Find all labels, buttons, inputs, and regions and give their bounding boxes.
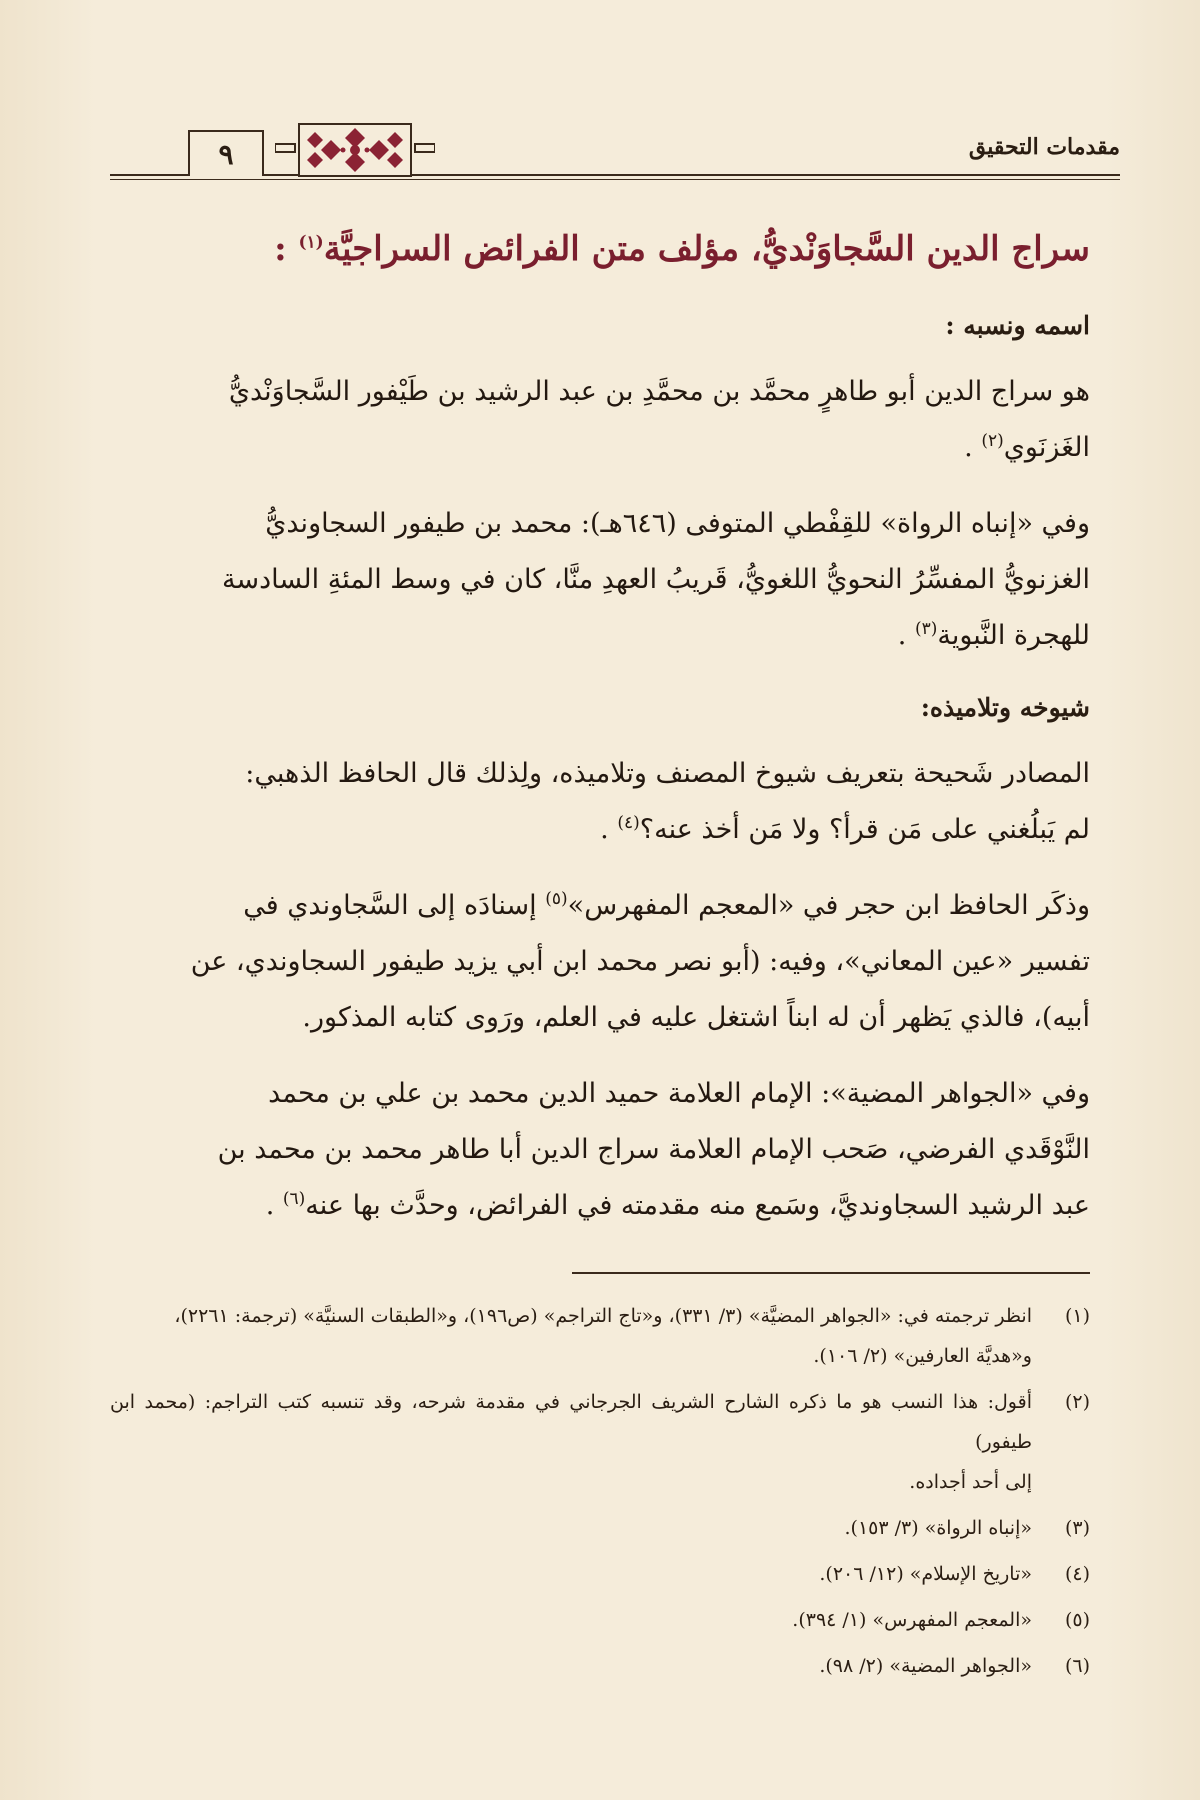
subheading-teachers: شيوخه وتلاميذه: [920,693,1090,722]
footnote-line: «تاريخ الإسلام» (١٢/ ٢٠٦). [819,1563,1032,1585]
footnote-line: انظر ترجمته في: «الجواهر المضيَّة» (٣/ ٣٣١)، و«تاج التراجم» (ص١٩٦)، و«الطبقات السنيَّة» (ترجمة: ٢٢٦١)، [174,1305,1032,1327]
paragraph-jawahir [110,1066,1090,1234]
footnote-line: إلى أحد أجداده. [909,1471,1032,1493]
footnote-text [110,1646,1032,1686]
footnote-line: «المعجم المفهرس» (١/ ٣٩٤). [792,1609,1032,1631]
footnote-ref: (٣) [914,619,938,639]
header-ornament-icon [275,120,435,180]
footnote-ref: (٢) [981,431,1004,451]
text-line: الغَزنَوي$^{(٢)}$ . [964,431,1090,463]
footnote-number: (٢) [1064,1391,1090,1413]
text-line: لم يَبلُغني على مَن قرأ؟ ولا مَن أخذ عنه؟$^{(٤)}$ . [600,813,1090,845]
running-title: مقدمات التحقيق [968,134,1120,160]
paragraph-ibn-hajar [110,878,1090,1046]
text-line: المصادر شَحيحة بتعريف شيوخ المصنف وتلاميذه، ولِذلك قال الحافظ الذهبي: [245,758,1090,789]
text-line: وفي «إنباه الرواة» للقِفْطي المتوفى (٦٤٦هـ): محمد بن طيفور السجاونديُّ [265,508,1090,539]
paragraph-teachers [110,746,1090,858]
footnote-number: (٤) [1064,1563,1090,1585]
subheading-name-lineage: اسمه ونسبه : [945,311,1090,340]
footnote-ref: (٤) [617,813,640,833]
page-number: ٩ [188,130,264,176]
footnote [110,1646,1090,1686]
text-line: النَّوْقَدي الفرضي، صَحب الإمام العلامة سراج الدين أبا طاهر محمد بن محمد بن [217,1134,1090,1165]
footnote-text [110,1600,1032,1640]
text-line: للهجرة النَّبوية$^{(٣)}$ . [897,619,1090,651]
running-header [110,128,1120,184]
footnote-text [110,1382,1032,1502]
footnote-number: (٣) [1064,1517,1090,1539]
footnotes [110,1296,1090,1692]
footnote [110,1296,1090,1376]
footnote [110,1600,1090,1640]
main-text [110,222,1090,1254]
paragraph-inbah [110,496,1090,664]
footnote [110,1382,1090,1502]
text-line: أبيه)، فالذي يَظهر أن له ابناً اشتغل عليه في العلم، ورَوى كتابه المذكور. [302,1002,1090,1033]
paragraph-name [110,364,1090,476]
text-line: الغزنويُّ المفسِّرُ النحويُّ اللغويُّ، قَريبُ العهدِ منَّا، كان في وسط المئةِ السادسة [222,564,1090,595]
text-line: هو سراج الدين أبو طاهرٍ محمَّد بن محمَّدِ بن عبد الرشيد بن طَيْفور السَّجاوَنْديُّ [228,376,1090,407]
footnote [110,1554,1090,1594]
text-line: تفسير «عين المعاني»، وفيه: (أبو نصر محمد ابن أبي يزيد طيفور السجاوندي، عن [190,946,1090,977]
footnote-ref: (٦) [282,1189,306,1209]
footnote-separator [572,1272,1090,1274]
footnote-line: و«هديَّة العارفين» (٢/ ١٠٦). [813,1345,1032,1367]
footnote-ref: (٥) [545,889,568,909]
footnote [110,1508,1090,1548]
footnote-line: أقول: هذا النسب هو ما ذكره الشارح الشريف الجرجاني في مقدمة شرحه، وقد تنسبه كتب التراجم: (محمد ابن طيفور) [110,1391,1032,1453]
footnote-number: (١) [1064,1305,1090,1327]
footnote-text [110,1296,1032,1376]
footnote-number: (٦) [1064,1655,1090,1677]
footnote-ref: (١) [298,232,324,253]
footnote-text [110,1508,1032,1548]
text-line: عبد الرشيد السجاونديَّ، وسَمع منه مقدمته في الفرائض، وحدَّث بها عنه$^{(٦)}$ . [265,1189,1090,1221]
section-title: سراج الدين السَّجاوَنْديُّ، مؤلف متن الفرائض السراجيَّة$^{(١)}$ : [274,229,1090,269]
footnote-line: «الجواهر المضية» (٢/ ٩٨). [819,1655,1032,1677]
text-line: وذكَر الحافظ ابن حجر في «المعجم المفهرس»$^{(٥)}$ إسنادَه إلى السَّجاوندي في [243,889,1090,921]
text-line: وفي «الجواهر المضية»: الإمام العلامة حميد الدين محمد بن علي بن محمد [268,1078,1090,1109]
footnote-text [110,1554,1032,1594]
footnote-line: «إنباه الرواة» (٣/ ١٥٣). [844,1517,1032,1539]
footnote-number: (٥) [1064,1609,1090,1631]
